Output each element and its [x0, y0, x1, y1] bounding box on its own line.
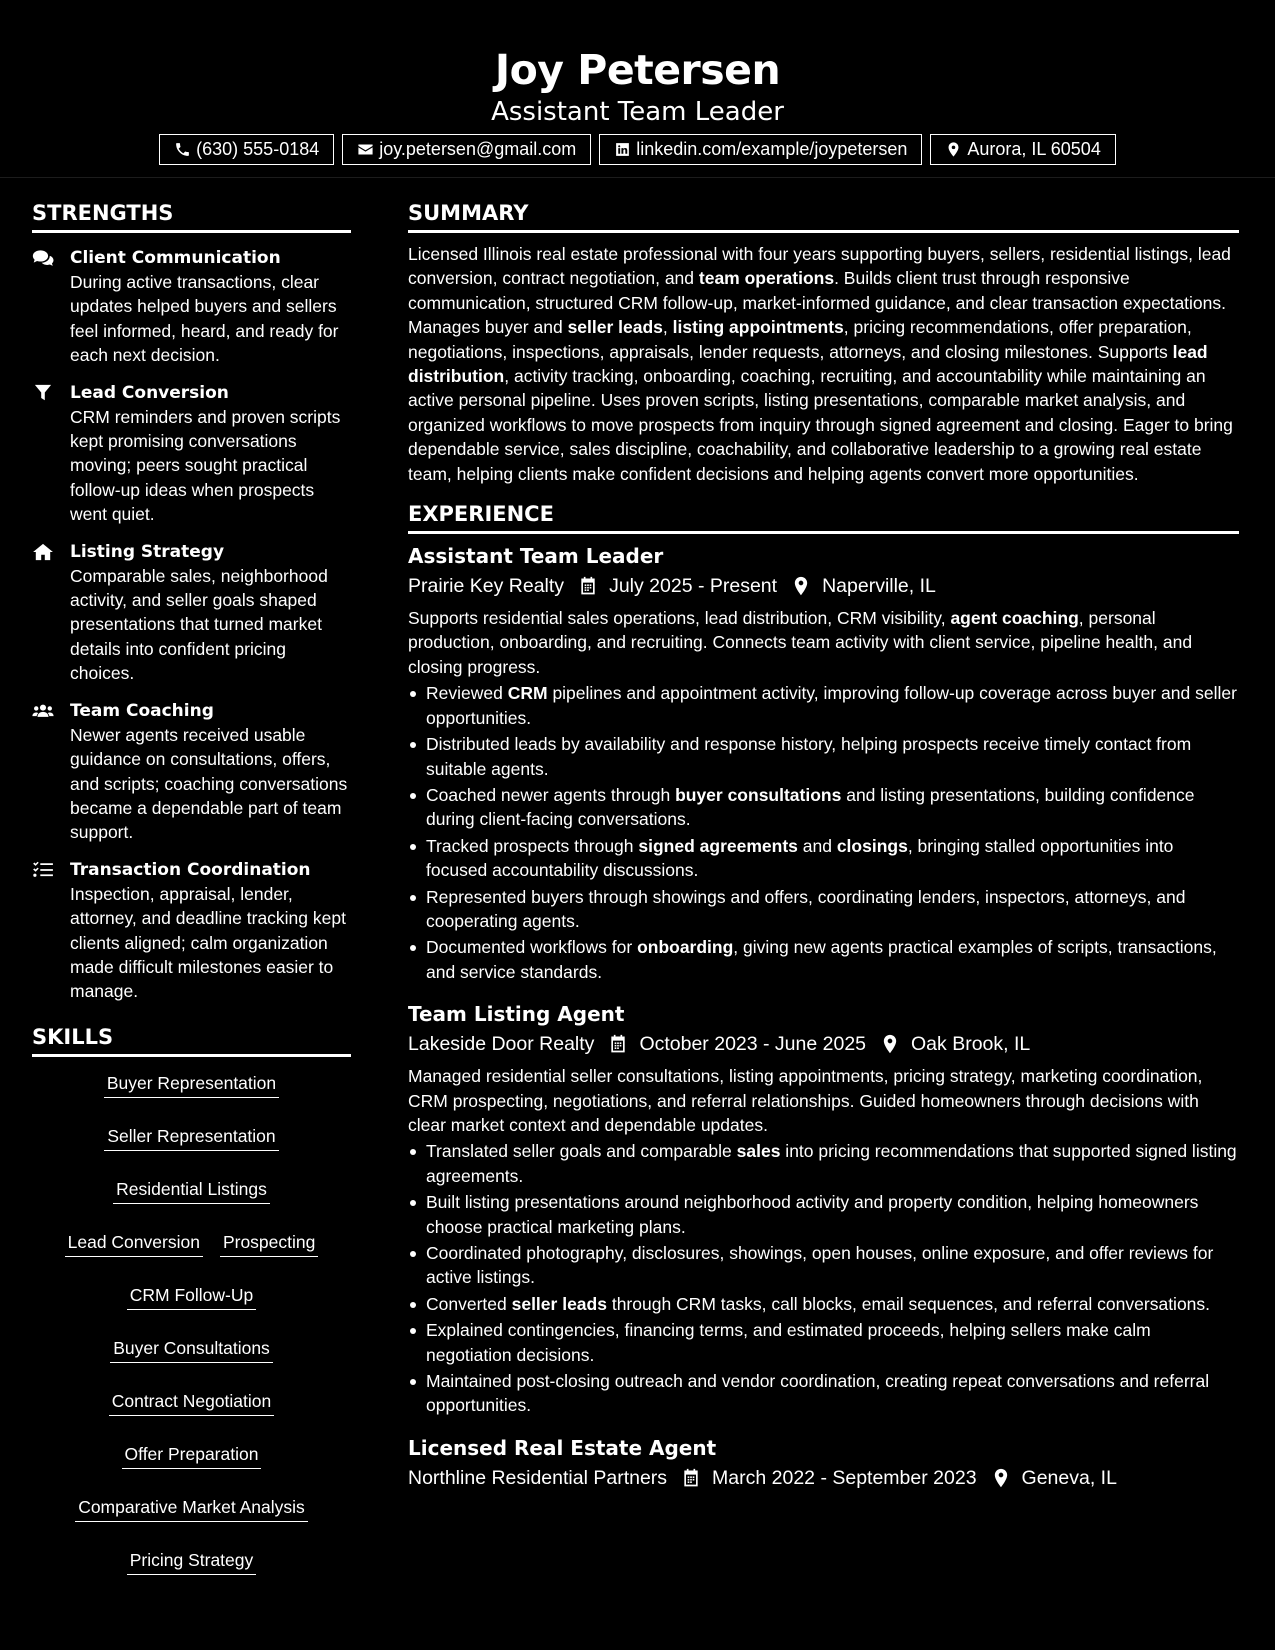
job-bullet: [408, 834, 1239, 883]
strength-title: Team Coaching: [70, 700, 214, 721]
strength-title: Listing Strategy: [70, 541, 225, 562]
skill-tag: Pricing Strategy: [127, 1548, 257, 1575]
skill-tag: Prospecting: [220, 1230, 318, 1257]
text-run: Coordinated photography, disclosures, showings, open houses, online exposure, and offer reviews for active listings.: [426, 1243, 1214, 1288]
text-run: , giving new agents practical examples of scripts, transactions, and service standards.: [426, 937, 1217, 982]
left-column: [32, 199, 351, 1575]
text-run: pipelines and appointment activity, improving follow-up coverage across buyer and seller opportunities.: [426, 683, 1237, 728]
job-company: Lakeside Door Realty: [408, 1033, 595, 1056]
skill-tag: Comparative Market Analysis: [75, 1495, 308, 1522]
strength-desc: Comparable sales, neighborhood activity, and seller goals shaped presentations that turned market details into confident pricing choices.: [70, 565, 328, 684]
job-dates: October 2023 - June 2025: [639, 1033, 867, 1056]
phone-icon: [174, 141, 191, 158]
skill-tag: Lead Conversion: [65, 1230, 203, 1257]
keyword-highlight: lead distribution: [408, 341, 1208, 387]
text-run: Reviewed: [426, 683, 508, 704]
strength-item: [32, 858, 351, 1004]
text-run: Translated seller goals and comparable: [426, 1141, 737, 1162]
text-run: Licensed Illinois real estate professional with four years supporting buyers, sellers, residential listings, lead conversion, contract negotiation, and: [408, 244, 1231, 289]
text-run: ,: [662, 317, 673, 338]
summary-heading: SUMMARY: [408, 199, 1239, 233]
keyword-highlight: listing appointments: [672, 317, 844, 338]
keyword-highlight: buyer consultations: [675, 784, 842, 805]
keyword-highlight: seller leads: [567, 317, 663, 338]
text-run: Managed residential seller consultations, listing appointments, pricing strategy, marketing coordination, CRM prospecting, negotiations, and referral relationships. Guided homeowners through decisions with clear market context and dependable updates.: [408, 1066, 1203, 1135]
job-meta: [408, 1463, 1239, 1493]
funnel-icon: [32, 384, 54, 402]
skill-tag: Seller Representation: [104, 1124, 278, 1151]
job-bullet: [408, 783, 1239, 832]
keyword-highlight: onboarding: [637, 937, 734, 958]
strength-desc: Newer agents received usable guidance on consultations, offers, and scripts; coaching conversations became a dependable part of team support.: [70, 724, 348, 843]
linkedin-icon: [614, 141, 631, 158]
job-bullet: [408, 935, 1239, 984]
candidate-name: Joy Petersen: [494, 46, 781, 94]
job-entry: [408, 1434, 1239, 1493]
text-run: Explained contingencies, financing terms, and estimated proceeds, helping sellers make calm negotiation decisions.: [426, 1320, 1151, 1365]
strength-desc: CRM reminders and proven scripts kept promising conversations moving; peers sought practical follow-up ideas when prospects went quiet.: [70, 406, 341, 525]
contact-linkedin[interactable]: [599, 134, 922, 165]
home-icon: [32, 543, 54, 561]
contact-location-text: Aurora, IL 60504: [967, 139, 1101, 159]
contact-phone[interactable]: [159, 134, 334, 165]
contact-email[interactable]: [342, 134, 591, 165]
job-bullet: [408, 732, 1239, 781]
strengths-heading: STRENGTHS: [32, 199, 351, 233]
strength-item: [32, 540, 351, 686]
text-run: Converted: [426, 1293, 512, 1314]
map-pin-icon: [880, 1034, 900, 1054]
job-entry: [408, 1000, 1239, 1418]
job-title: Licensed Real Estate Agent: [408, 1435, 717, 1460]
text-run: . Builds client trust through responsive communication, structured CRM follow-up, market-informed guidance, and clear transaction expectations. Manages buyer and: [408, 268, 1227, 338]
job-bullet: [408, 1139, 1239, 1188]
job-bullet: [408, 885, 1239, 934]
calendar-icon: [608, 1034, 628, 1054]
comments-icon: [32, 249, 54, 267]
skill-tag: Buyer Consultations: [110, 1336, 273, 1363]
summary-text: [408, 242, 1239, 486]
strength-title: Transaction Coordination: [70, 859, 311, 880]
job-dates: July 2025 - Present: [609, 575, 778, 598]
job-bullet: [408, 1241, 1239, 1290]
contact-phone-text: (630) 555-0184: [196, 139, 320, 159]
candidate-title: Assistant Team Leader: [491, 97, 784, 127]
text-run: , bringing stalled opportunities into focused accountability discussions.: [426, 835, 1174, 881]
contact-linkedin-text: linkedin.com/example/joypetersen: [636, 139, 908, 159]
envelope-icon: [357, 141, 374, 158]
job-meta: [408, 571, 1239, 601]
resume-header: [0, 0, 1275, 178]
job-bullet: [408, 1190, 1239, 1239]
job-dates: March 2022 - September 2023: [712, 1466, 977, 1489]
map-pin-icon: [791, 576, 811, 596]
job-location: Geneva, IL: [1021, 1466, 1117, 1489]
skills-heading: SKILLS: [32, 1023, 351, 1057]
text-run: Tracked prospects through: [426, 835, 639, 856]
skill-tag: Contract Negotiation: [109, 1389, 275, 1416]
contact-bar: [0, 134, 1275, 165]
strength-desc: Inspection, appraisal, lender, attorney, and deadline tracking kept clients aligned; calm organization made difficult milestones easier to manage.: [70, 883, 346, 1002]
text-run: , activity tracking, onboarding, coaching, recruiting, and accountability while maintaining an active personal pipeline. Uses proven scripts, listing presentations, comparable market analysis, and organized workflows to move prospects from inquiry through signed agreement and closing. Eager to bring dependable service, sales discipline, coachability, and collaborative leadership to a growing real estate team, helping clients make confident decisions and helping agents convert more opportunities.: [408, 366, 1233, 484]
job-company: Northline Residential Partners: [408, 1466, 668, 1489]
skill-tag: Residential Listings: [113, 1177, 270, 1204]
strength-title: Lead Conversion: [70, 382, 229, 403]
strength-desc: During active transactions, clear updates helped buyers and sellers feel informed, heard, and ready for each next decision.: [70, 272, 339, 366]
right-column: [408, 199, 1239, 1493]
experience-heading: EXPERIENCE: [408, 500, 1239, 534]
users-icon: [32, 702, 54, 720]
job-bullet: [408, 681, 1239, 730]
text-run: , pricing recommendations, offer preparation, negotiations, inspections, appraisals, lender requests, attorneys, and closing milestones. Supports: [408, 317, 1192, 362]
job-bullet: [408, 1369, 1239, 1418]
text-run: into pricing recommendations that supported signed listing agreements.: [426, 1141, 1237, 1186]
job-description: [408, 1064, 1239, 1137]
skill-tag: CRM Follow-Up: [127, 1283, 256, 1310]
keyword-highlight: signed agreements: [638, 835, 798, 856]
keyword-highlight: CRM: [507, 683, 548, 704]
job-bullet: [408, 1292, 1239, 1316]
text-run: through CRM tasks, call blocks, email sequences, and referral conversations.: [606, 1293, 1211, 1314]
text-run: and listing presentations, building confidence during client-facing conversations.: [426, 784, 1195, 830]
text-run: Coached newer agents through: [426, 784, 676, 805]
strength-item: [32, 699, 351, 845]
text-run: Documented workflows for: [426, 937, 638, 958]
text-run: Supports residential sales operations, lead distribution, CRM visibility,: [408, 608, 951, 629]
job-bullets: [408, 681, 1239, 984]
list-check-icon: [32, 861, 54, 879]
keyword-highlight: agent coaching: [950, 608, 1079, 629]
skill-tag: Buyer Representation: [104, 1071, 279, 1098]
text-run: Represented buyers through showings and offers, coordinating lenders, inspectors, attorneys, and cooperating agents.: [426, 886, 1186, 931]
skill-tag: Offer Preparation: [122, 1442, 262, 1469]
contact-location[interactable]: [930, 134, 1115, 165]
experience-list: [408, 542, 1239, 1493]
contact-email-text: joy.petersen@gmail.com: [379, 139, 577, 159]
job-title: Assistant Team Leader: [408, 544, 664, 569]
calendar-icon: [681, 1468, 701, 1488]
text-run: Built listing presentations around neighborhood activity and property condition, helping homeowners choose practical marketing plans.: [426, 1192, 1199, 1237]
keyword-highlight: sales: [736, 1141, 781, 1162]
strength-title: Client Communication: [70, 248, 281, 268]
job-meta: [408, 1029, 1239, 1059]
job-entry: [408, 542, 1239, 984]
map-pin-icon: [945, 141, 962, 158]
keyword-highlight: seller leads: [511, 1293, 607, 1314]
job-location: Oak Brook, IL: [911, 1033, 1031, 1056]
calendar-icon: [578, 576, 598, 596]
keyword-highlight: team operations: [698, 268, 835, 289]
skills-list: [32, 1071, 351, 1575]
keyword-highlight: closings: [836, 835, 908, 856]
text-run: Distributed leads by availability and response history, helping prospects receive timely contact from suitable agents.: [426, 734, 1192, 779]
text-run: , personal production, onboarding, and recruiting. Connects team activity with client service, pipeline health, and closing progress.: [408, 608, 1193, 677]
strength-item: [32, 246, 351, 368]
job-bullet: [408, 1318, 1239, 1367]
job-location: Naperville, IL: [822, 575, 936, 598]
map-pin-icon: [991, 1468, 1011, 1488]
job-title: Team Listing Agent: [408, 1002, 625, 1027]
text-run: and: [797, 835, 837, 856]
strength-item: [32, 381, 351, 527]
job-bullets: [408, 1139, 1239, 1417]
job-company: Prairie Key Realty: [408, 575, 565, 598]
text-run: Maintained post-closing outreach and vendor coordination, creating repeat conversations and referral opportunities.: [426, 1371, 1210, 1416]
job-description: [408, 606, 1239, 679]
